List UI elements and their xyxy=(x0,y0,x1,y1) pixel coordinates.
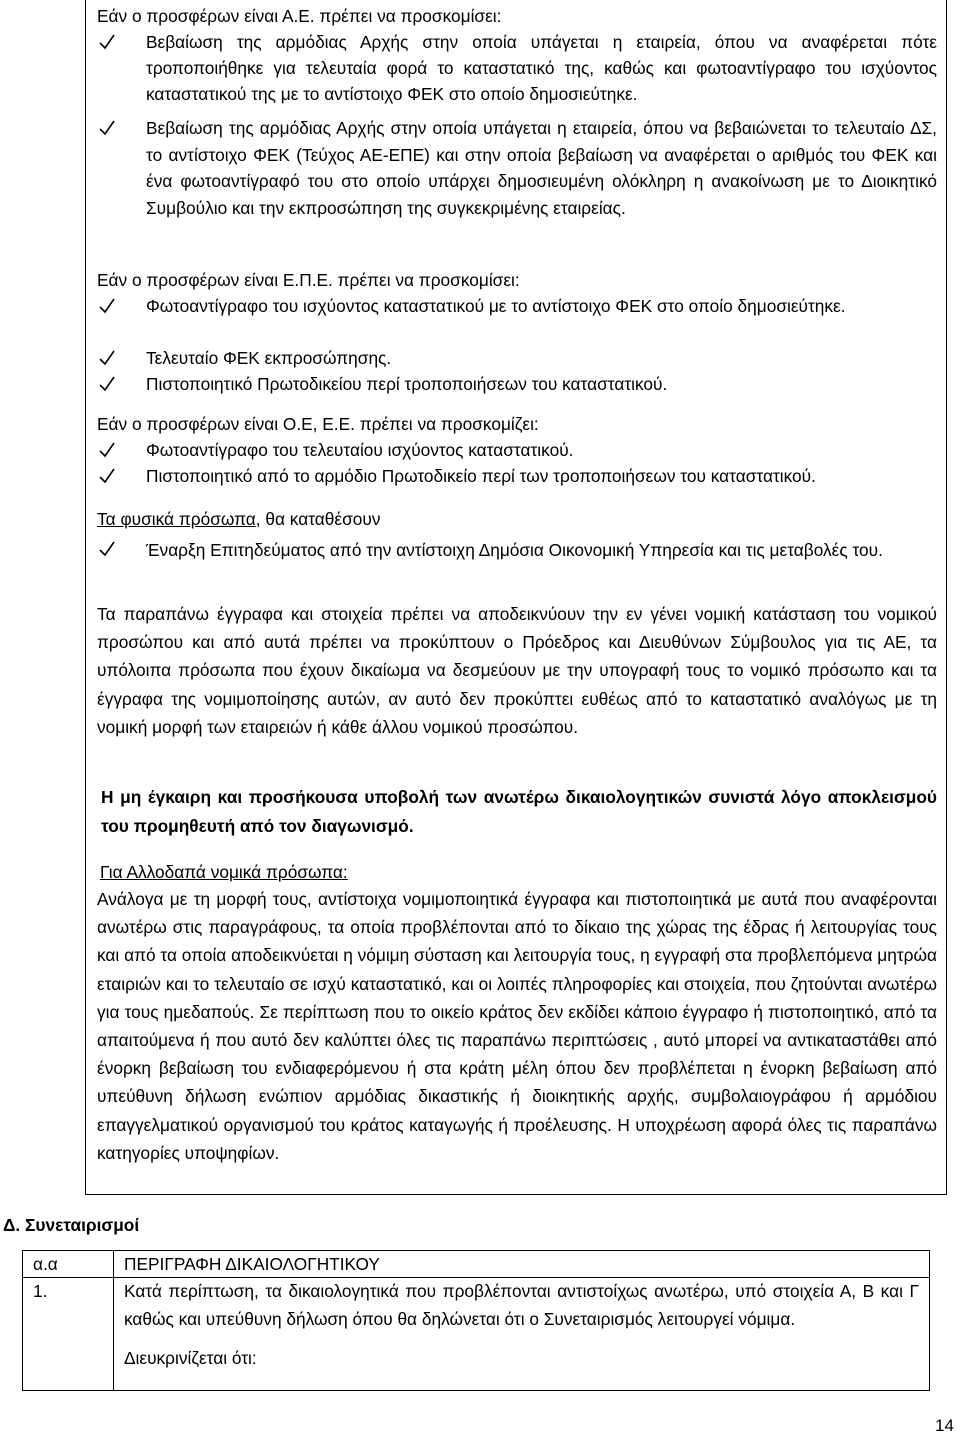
oe-item-2-text: Πιστοποιητικό από το αρμόδιο Πρωτοδικείο περί των τροποποιήσεων του καταστατικού. xyxy=(146,466,816,486)
checkmark-icon xyxy=(97,463,117,489)
table-row-num: 1. xyxy=(23,1278,114,1391)
natural-heading xyxy=(97,506,380,532)
checkmark-icon xyxy=(97,345,117,371)
epe-item-2-text: Τελευταίο ΦΕΚ εκπροσώπησης. xyxy=(146,348,392,368)
checkmark-icon xyxy=(97,536,117,562)
legal-status-paragraph: Τα παραπάνω έγγραφα και στοιχεία πρέπει να αποδεικνύουν την εν γένει νομική κατάσταση του νομικού προσώπου και από αυτά πρέπει να προκύπτουν ο Πρόεδρος και Διευθύνων Σύμβουλος για τις ΑΕ, τα υπόλοιπα πρόσωπα που έχουν δικαίωμα να δεσμεύουν με την υπογραφή τους το νομικό πρόσωπο και τα έγγραφα της νομιμοποίησης αυτών, αν αυτό δεν προκύπτει ευθέως από το καταστατικό αναλόγως με τη νομική μορφή των εταιρειών ή κάθε άλλου νομικού προσώπου. xyxy=(97,604,937,737)
section-title: Δ. Συνεταιρισμοί xyxy=(3,1215,140,1235)
table-row-desc xyxy=(114,1278,930,1391)
checkmark-icon xyxy=(97,293,117,319)
ae-heading: Εάν ο προσφέρων είναι Α.Ε. πρέπει να προσκομίσει: xyxy=(97,6,502,26)
page-number: 14 xyxy=(935,1416,954,1435)
ae-item-1-text: Βεβαίωση της αρμόδιας Αρχής στην οποία υπάγεται η εταιρεία, όπου να αναφέρεται πότε τροποποιήθηκε για τελευταία φορά το καταστατικό της, καθώς και φωτοαντίγραφο του ισχύοντος καταστατικού της με το αντίστοιχο ΦΕΚ στο οποίο δημοσιεύτηκε. xyxy=(146,32,937,104)
table-row xyxy=(23,1278,930,1391)
natural-item-1-text: Έναρξη Επιτηδεύματος από την αντίστοιχη Δημόσια Οικονομική Υπηρεσία και τις μεταβολές του. xyxy=(146,540,883,560)
epe-heading: Εάν ο προσφέρων είναι Ε.Π.Ε. πρέπει να προσκομίσει: xyxy=(97,270,520,290)
epe-item-3-text: Πιστοποιητικό Πρωτοδικείου περί τροποποιήσεων του καταστατικού. xyxy=(146,374,668,394)
table-row-desc-text: Κατά περίπτωση, τα δικαιολογητικά που προβλέπονται αντιστοίχως ανωτέρω, υπό στοιχεία Α, Β και Γ καθώς και υπεύθυνη δήλωση όπου θα δηλώνεται ότι ο Συνεταιρισμός λειτουργεί νόμιμα. xyxy=(124,1281,919,1329)
table-row-note: Διευκρινίζεται ότι: xyxy=(124,1348,257,1368)
epe-item-1-text: Φωτοαντίγραφο του ισχύοντος καταστατικού με το αντίστοιχο ΦΕΚ στο οποίο δημοσιεύτηκε. xyxy=(146,296,846,316)
checkmark-icon xyxy=(97,115,117,141)
checkmark-icon xyxy=(97,371,117,397)
table-header-num: α.α xyxy=(23,1251,114,1278)
table-header-row xyxy=(23,1251,930,1278)
documents-table xyxy=(22,1250,930,1391)
oe-heading: Εάν ο προσφέρων είναι Ο.Ε, Ε.Ε. πρέπει να προσκομίζει: xyxy=(97,414,539,434)
foreign-paragraph: Ανάλογα με τη μορφή τους, αντίστοιχα νομιμοποιητικά έγγραφα και πιστοποιητικά με αυτά που αναφέρονται ανωτέρω στις παραγράφους, τα οποία προβλέπονται από το δίκαιο της χώρας της έδρας ή λειτουργίας τους και από τα οποία αποδεικνύεται η νόμιμη σύσταση και λειτουργία τους, η εγγραφή στα προβλεπόμενα μητρώα εταιριών και το τελευταίο σε ισχύ καταστατικό, και οι λοιπές πληροφορίες και στοιχεία, που ζητούνται ανωτέρω για τους ημεδαπούς. Σε περίπτωση που το οικείο κράτος δεν εκδίδει κάποιο έγγραφο ή πιστοποιητικό, από τα απαιτούμενα ή που αυτό δεν καλύπτει όλες τις παραπάνω περιπτώσεις , αυτό μπορεί να αντικαταστάθει από ένορκη βεβαίωση του ενδιαφερόμενου ή στα κράτη μέλη όπου δεν προβλέπεται η ένορκη βεβαίωση από υπεύθυνη δήλωση ενώπιον αρμόδιας δικαστικής ή διοικητικής αρχής, συμβολαιογράφου ή αρμόδιου επαγγελματικού οργανισμού του κράτος καταγωγής ή προέλευσης. Η υποχρέωση αφορά όλες τις παραπάνω κατηγορίες υποψηφίων. xyxy=(97,889,937,1163)
natural-heading-rest: , θα καταθέσουν xyxy=(255,509,381,529)
exclusion-warning: Η μη έγκαιρη και προσήκουσα υποβολή των ανωτέρω δικαιολογητικών συνιστά λόγο αποκλεισμού του προμηθευτή από τον διαγωνισμό. xyxy=(101,787,937,836)
ae-item-2-text: Βεβαίωση της αρμόδιας Αρχής στην οποία υπάγεται η εταιρεία, όπου να βεβαιώνεται το τελευταίο ΔΣ, το αντίστοιχο ΦΕΚ (Τεύχος ΑΕ-ΕΠΕ) και στην οποία βεβαίωση να αναφέρεται ο αριθμός του ΦΕΚ και ένα φωτοαντίγραφό του στο οποίο υπάρχει δημοσιευμένη ολόκληρη η ανακοίνωση με το Διοικητικό Συμβούλιο και την εκπροσώπηση της συγκεκριμένης εταιρείας. xyxy=(146,118,937,218)
natural-heading-link: Τα φυσικά πρόσωπα xyxy=(97,509,256,529)
checkmark-icon xyxy=(97,437,117,463)
foreign-heading: Για Αλλοδαπά νομικά πρόσωπα: xyxy=(100,862,348,882)
table-header-desc: ΠΕΡΙΓΡΑΦΗ ΔΙΚΑΙΟΛΟΓΗΤΙΚΟΥ xyxy=(114,1251,930,1278)
checkmark-icon xyxy=(97,29,117,55)
oe-item-1-text: Φωτοαντίγραφο του τελευταίου ισχύοντος καταστατικού. xyxy=(146,440,574,460)
